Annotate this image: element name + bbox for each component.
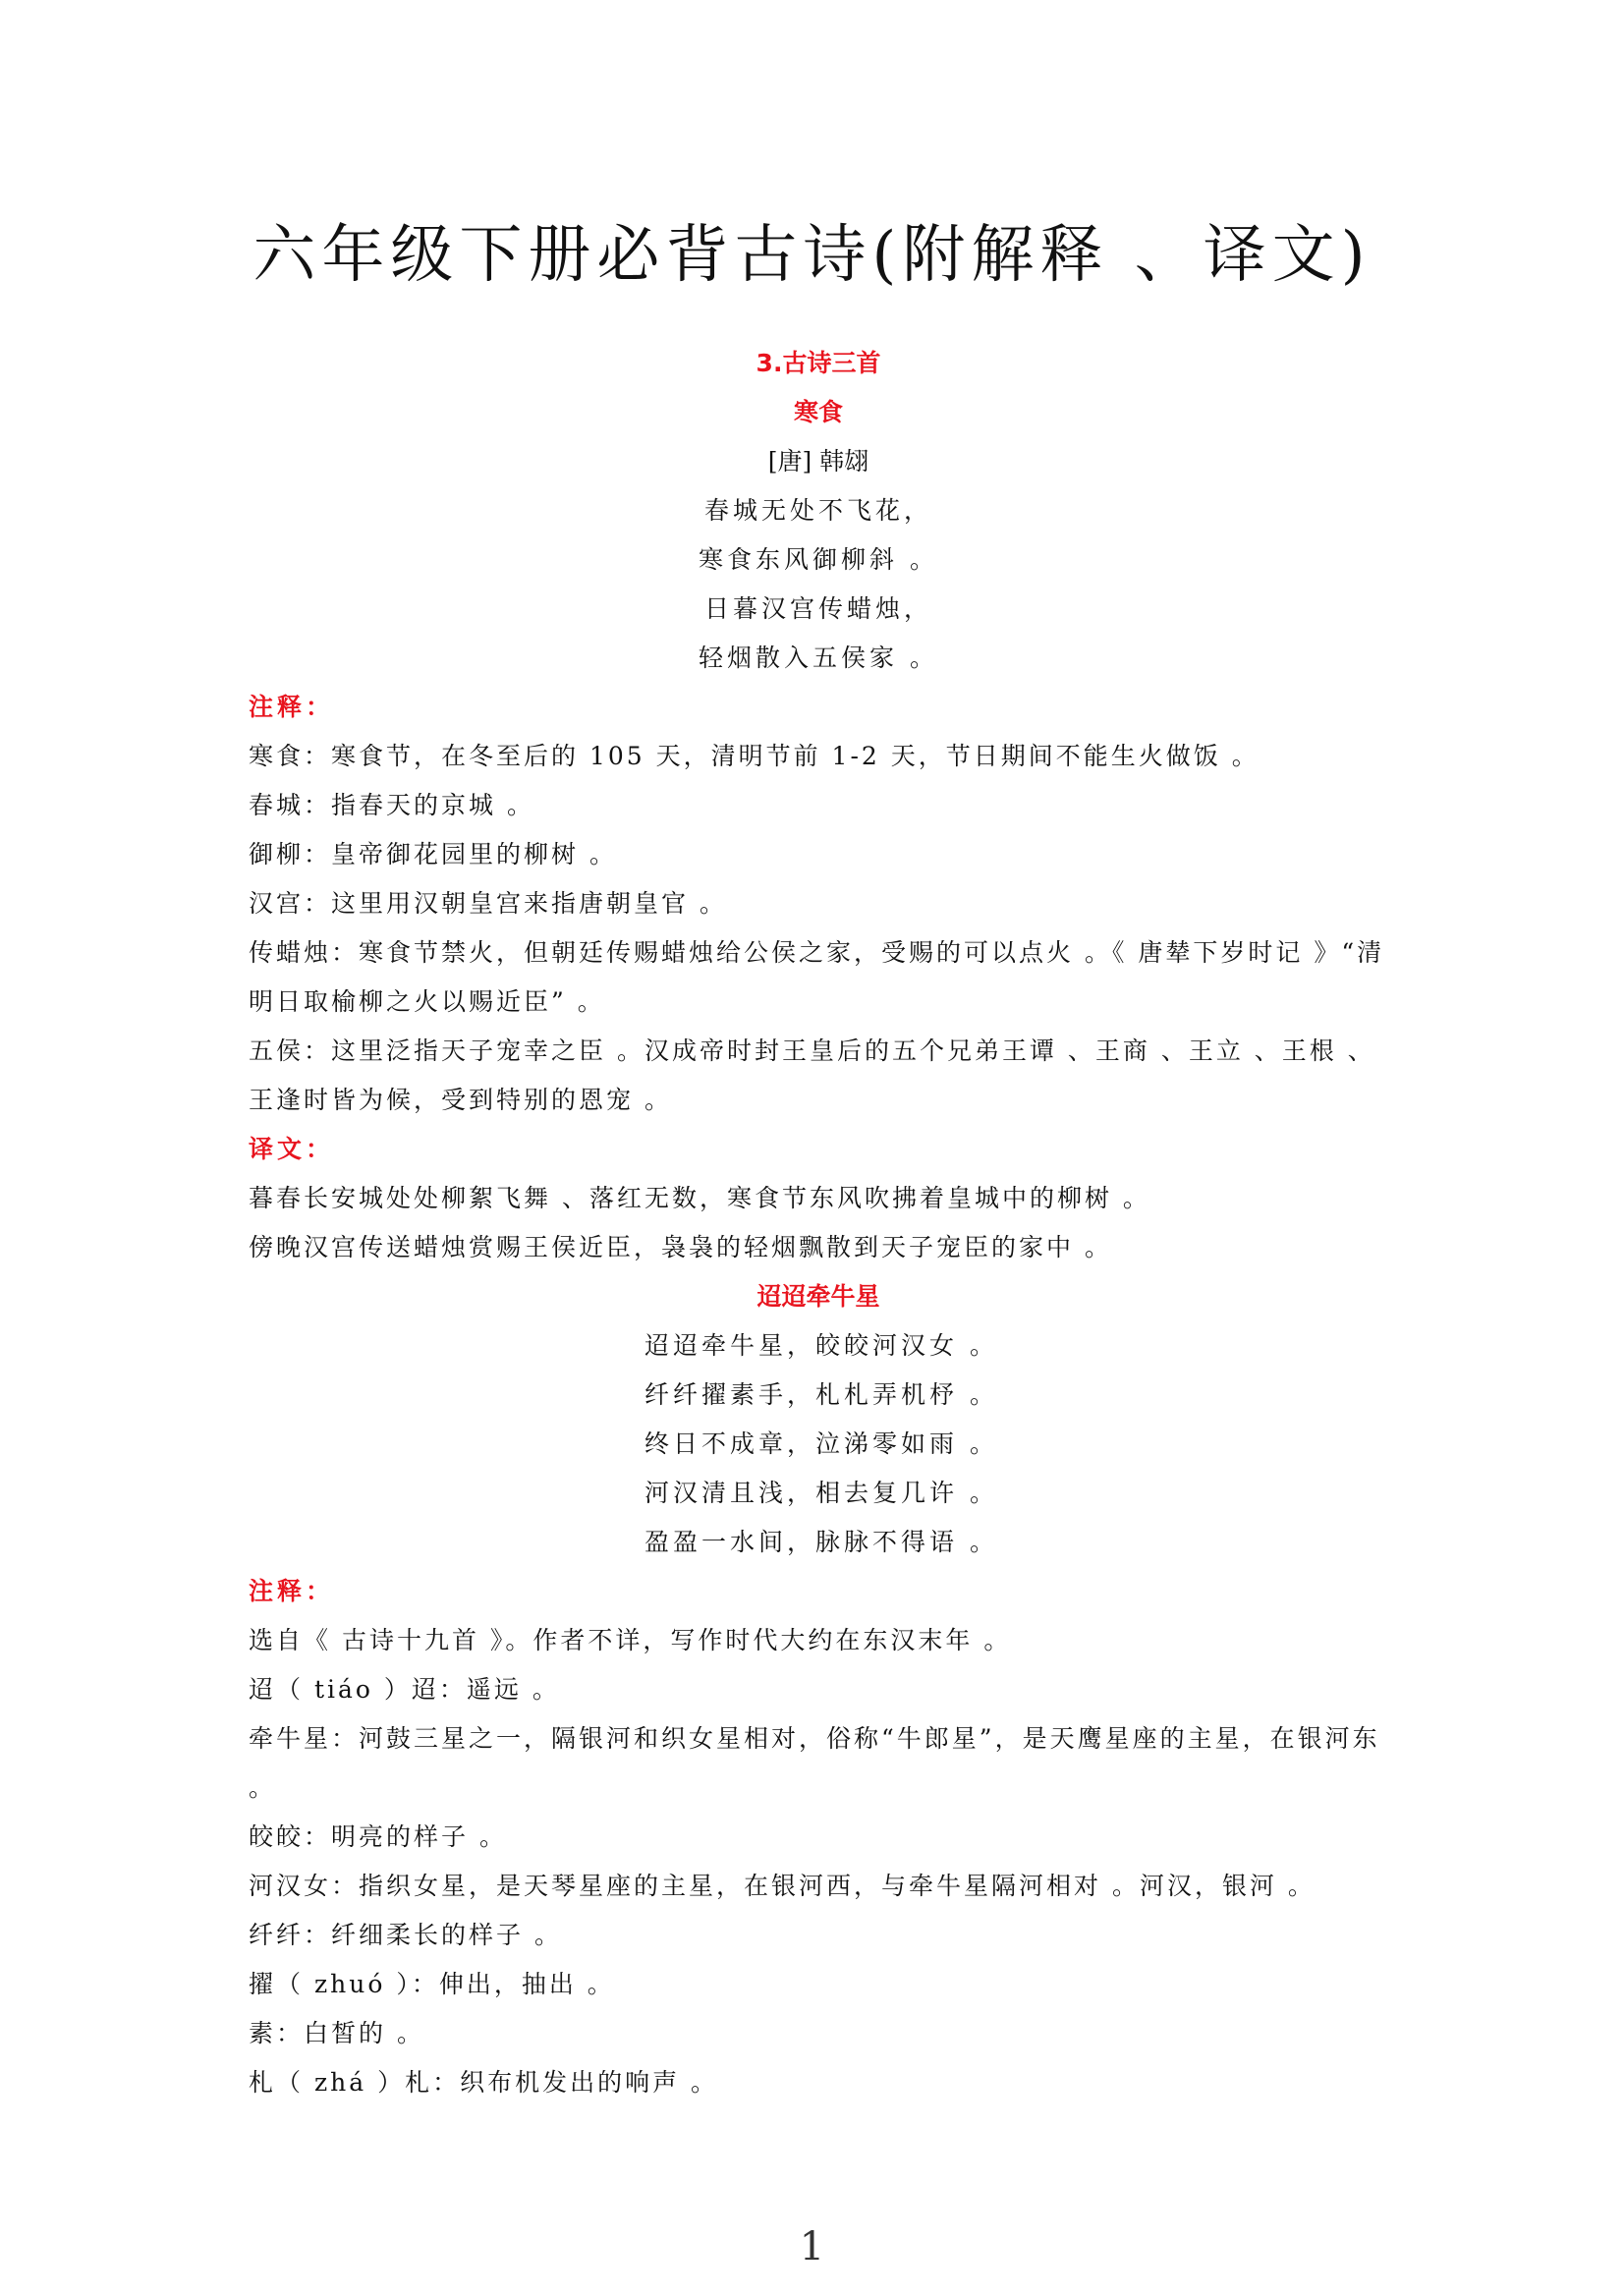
poem-line: 终日不成章，泣涕零如雨 。 <box>644 1429 998 1458</box>
note-paragraph: 素：白皙的 。 <box>249 2019 424 2047</box>
content <box>249 339 1388 2107</box>
translation-paragraph: 暮春长安城处处柳絮飞舞 、落红无数，寒食节东风吹拂着皇城中的柳树 。 <box>249 1184 1150 1212</box>
translation-paragraph: 傍晚汉宫传送蜡烛赏赐王侯近臣，袅袅的轻烟飘散到天子宠臣的家中 。 <box>249 1233 1112 1261</box>
poem-line: 河汉清且浅，相去复几许 。 <box>644 1479 998 1507</box>
note-paragraph: 牵牛星：河鼓三星之一，隔银河和织女星相对，俗称“牛郎星”，是天鹰星座的主星，在银河东 。 <box>249 1724 1380 1802</box>
note-paragraph: 传蜡烛：寒食节禁火，但朝廷传赐蜡烛给公侯之家，受赐的可以点火 。《 唐辇下岁时记 》“清明日取榆柳之火以赐近臣” 。 <box>249 938 1385 1016</box>
page-number: 1 <box>799 2224 825 2269</box>
note-paragraph: 御柳：皇帝御花园里的柳树 。 <box>249 840 617 868</box>
poem-line: 寒食东风御柳斜 。 <box>699 545 938 574</box>
note-paragraph: 纤纤：纤细柔长的样子 。 <box>249 1921 562 1949</box>
note-paragraph: 选自《 古诗十九首 》。作者不详，写作时代大约在东汉末年 。 <box>249 1626 1012 1654</box>
poem-line: 迢迢牵牛星，皎皎河汉女 。 <box>644 1331 998 1360</box>
note-paragraph: 汉宫：这里用汉朝皇宫来指唐朝皇官 。 <box>249 889 727 918</box>
poem-title-hanshi: 寒食 <box>793 398 843 426</box>
notes-label: 注释： <box>249 1577 335 1605</box>
poem-line: 春城无处不飞花， <box>703 496 932 525</box>
note-paragraph: 寒食：寒食节，在冬至后的 105 天，清明节前 1-2 天，节日期间不能生火做饭 。 <box>249 742 1260 770</box>
poem-line: 日暮汉宫传蜡烛， <box>703 594 932 623</box>
poem-line: 纤纤擢素手，札札弄机杼 。 <box>644 1380 998 1409</box>
poem-body-hanshi <box>249 486 1388 683</box>
section-title: 3.古诗三首 <box>756 349 881 377</box>
notes-label: 注释： <box>249 693 335 721</box>
translation-label: 译文： <box>249 1135 335 1163</box>
note-paragraph: 皎皎：明亮的样子 。 <box>249 1822 507 1851</box>
note-paragraph: 迢（ tiáo ）迢：遥远 。 <box>249 1675 560 1704</box>
poem-author: [唐] 韩翃 <box>767 447 869 476</box>
note-paragraph: 河汉女：指织女星，是天琴星座的主星，在银河西，与牵牛星隔河相对 。河汉，银河 。 <box>249 1872 1316 1900</box>
note-paragraph: 擢（ zhuó ）：伸出，抽出 。 <box>249 1970 615 1998</box>
poem-line: 盈盈一水间，脉脉不得语 。 <box>644 1528 998 1556</box>
poem-title-tiaotiao: 迢迢牵牛星 <box>756 1282 880 1311</box>
note-paragraph: 五侯：这里泛指天子宠幸之臣 。汉成帝时封王皇后的五个兄弟王谭 、王商 、王立 、王根 、王逢时皆为候，受到特别的恩宠 。 <box>249 1036 1375 1114</box>
note-paragraph: 春城：指春天的京城 。 <box>249 791 534 819</box>
note-paragraph: 札（ zhá ）札：织布机发出的响声 。 <box>249 2068 719 2097</box>
page-title: 六年级下册必背古诗(附解释 、译文) <box>252 219 1372 292</box>
poem-body-tiaotiao <box>644 1321 1388 1567</box>
poem-line: 轻烟散入五侯家 。 <box>699 644 938 672</box>
